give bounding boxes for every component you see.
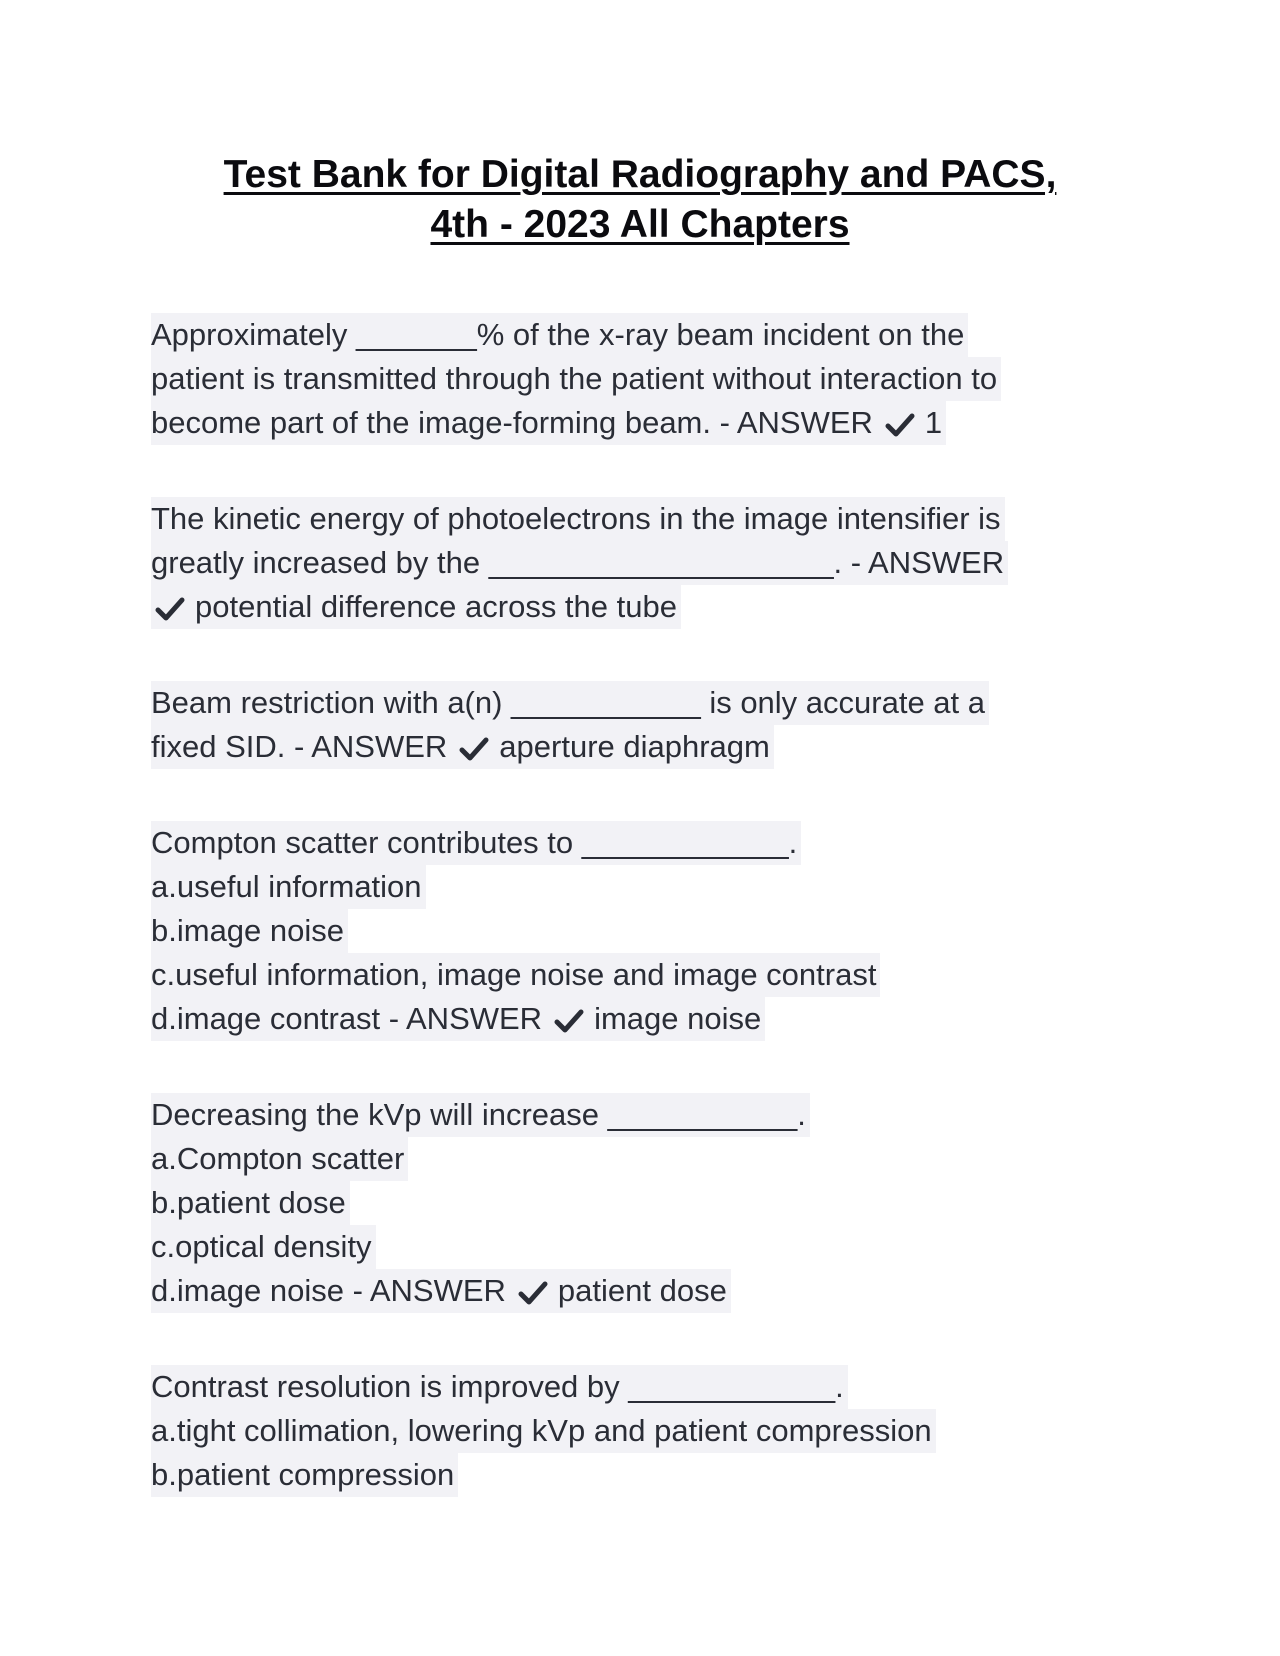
answer-line bbox=[151, 725, 774, 769]
answer-value: 1 bbox=[924, 405, 943, 440]
option-line: a.useful information bbox=[151, 865, 426, 909]
option-line: b.patient compression bbox=[151, 1453, 458, 1497]
question-text-line: Approximately _______% of the x-ray beam incident on the bbox=[151, 313, 968, 357]
title-line-1: Test Bank for Digital Radiography and PACS, bbox=[223, 153, 1057, 196]
option-line: a.tight collimation, lowering kVp and patient compression bbox=[151, 1409, 936, 1453]
question-text-line: greatly increased by the ____________________. - ANSWER bbox=[151, 541, 1008, 585]
answer-line bbox=[151, 585, 681, 629]
question-block bbox=[151, 313, 1151, 445]
question-block bbox=[151, 1365, 1151, 1497]
question-list bbox=[151, 313, 1151, 1549]
answer-value: image noise bbox=[594, 1001, 762, 1036]
checkmark-icon bbox=[459, 736, 489, 762]
checkmark-icon bbox=[885, 412, 915, 438]
question-text-line: Compton scatter contributes to ____________. bbox=[151, 821, 801, 865]
question-block bbox=[151, 497, 1151, 629]
checkmark-icon bbox=[518, 1280, 548, 1306]
question-block bbox=[151, 821, 1151, 1041]
option-line: c.optical density bbox=[151, 1225, 376, 1269]
title-line-2: 4th - 2023 All Chapters bbox=[430, 203, 850, 246]
answer-prefix: fixed SID. - ANSWER bbox=[151, 729, 448, 764]
question-text-line: Contrast resolution is improved by ____________. bbox=[151, 1365, 848, 1409]
answer-line bbox=[151, 1269, 731, 1313]
question-block bbox=[151, 1093, 1151, 1313]
question-text-line: Beam restriction with a(n) ___________ is only accurate at a bbox=[151, 681, 989, 725]
answer-value: aperture diaphragm bbox=[499, 729, 770, 764]
option-line: b.image noise bbox=[151, 909, 348, 953]
answer-prefix: become part of the image-forming beam. - ANSWER bbox=[151, 405, 873, 440]
answer-line bbox=[151, 401, 946, 445]
option-line: c.useful information, image noise and image contrast bbox=[151, 953, 880, 997]
answer-prefix: d.image contrast - ANSWER bbox=[151, 1001, 543, 1036]
answer-value: patient dose bbox=[557, 1273, 727, 1308]
question-text-line: patient is transmitted through the patient without interaction to bbox=[151, 357, 1001, 401]
answer-prefix: d.image noise - ANSWER bbox=[151, 1273, 506, 1308]
option-line: a.Compton scatter bbox=[151, 1137, 408, 1181]
question-block bbox=[151, 681, 1151, 769]
checkmark-icon bbox=[155, 596, 185, 622]
question-text-line: The kinetic energy of photoelectrons in the image intensifier is bbox=[151, 497, 1005, 541]
option-line: b.patient dose bbox=[151, 1181, 350, 1225]
answer-line bbox=[151, 997, 765, 1041]
document-title bbox=[0, 150, 1280, 250]
checkmark-icon bbox=[554, 1008, 584, 1034]
answer-value: potential difference across the tube bbox=[195, 589, 677, 624]
question-text-line: Decreasing the kVp will increase ___________. bbox=[151, 1093, 810, 1137]
